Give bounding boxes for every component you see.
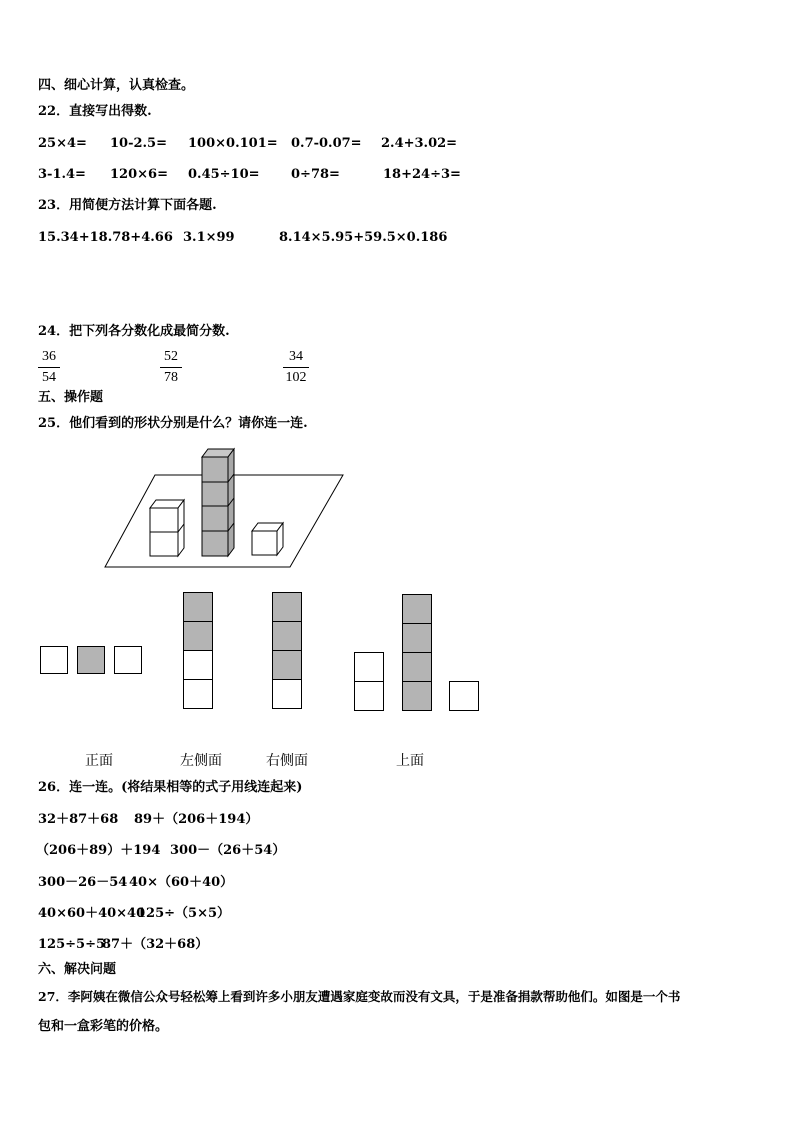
view-square xyxy=(402,623,432,653)
view-square xyxy=(183,621,213,651)
fraction-denominator: 78 xyxy=(164,370,178,385)
view-square xyxy=(402,681,432,711)
q26-right-expr: 89＋（206＋194） xyxy=(134,812,259,827)
view-square xyxy=(272,621,302,651)
q26-left-expr: 40×60＋40×40 xyxy=(38,906,146,921)
view-square xyxy=(114,646,142,674)
view-label-left: 左侧面 xyxy=(180,753,222,769)
q26-right-expr: 40×（60＋40） xyxy=(129,875,234,890)
view-square xyxy=(402,652,432,682)
fraction-numerator: 36 xyxy=(42,349,56,364)
view-label-top: 上面 xyxy=(396,753,424,769)
q22-expr: 0÷78= xyxy=(291,167,340,182)
q26-left-expr: （206＋89）＋194 xyxy=(36,843,161,858)
q22-expr: 0.7-0.07= xyxy=(291,136,362,151)
q26-right-expr: 87＋（32＋68） xyxy=(102,937,209,952)
fraction xyxy=(38,348,60,387)
view-square xyxy=(183,650,213,680)
fraction-denominator: 54 xyxy=(42,370,56,385)
view-label-front: 正面 xyxy=(85,753,113,769)
q25-title: 25．他们看到的形状分别是什么？请你连一连. xyxy=(38,416,308,431)
view-square xyxy=(354,681,384,711)
view-square xyxy=(183,592,213,622)
q26-left-expr: 32＋87＋68 xyxy=(38,812,119,827)
view-square xyxy=(40,646,68,674)
q22-expr: 3-1.4= xyxy=(38,167,86,182)
q22-expr: 120×6= xyxy=(110,167,168,182)
q26-title: 26．连一连。(将结果相等的式子用线连起来) xyxy=(38,780,303,795)
view-square xyxy=(354,652,384,682)
view-square xyxy=(402,594,432,624)
section-6-title: 六、解决问题 xyxy=(38,962,117,977)
view-square xyxy=(272,650,302,680)
q26-right-expr: 300－（26＋54） xyxy=(170,843,286,858)
q26-left-expr: 125÷5÷5 xyxy=(38,937,106,952)
q26-left-expr: 300－26－54 xyxy=(38,875,128,890)
q23-expr: 15.34+18.78+4.66 xyxy=(38,230,173,245)
view-square xyxy=(272,592,302,622)
q23-expr: 3.1×99 xyxy=(183,230,235,245)
q22-expr: 0.45÷10= xyxy=(188,167,260,182)
section-5-title: 五、操作题 xyxy=(38,390,104,405)
q24-title: 24．把下列各分数化成最简分数. xyxy=(38,324,230,339)
view-square xyxy=(77,646,105,674)
q22-expr: 10-2.5= xyxy=(110,136,167,151)
view-square xyxy=(449,681,479,711)
q27-text-line2: 包和一盒彩笔的价格。 xyxy=(38,1019,169,1034)
fraction-numerator: 34 xyxy=(289,349,303,364)
view-label-right: 右侧面 xyxy=(266,753,308,769)
q22-expr: 25×4= xyxy=(38,136,87,151)
q27-text-line1: 27．李阿姨在微信公众号轻松筹上看到许多小朋友遭遇家庭变故而没有文具，于是准备捐款帮助他们。如图是一个书 xyxy=(38,989,681,1004)
q26-right-expr: 125÷（5×5） xyxy=(137,906,231,921)
section-4-title: 四、细心计算，认真检查。 xyxy=(38,78,195,93)
fraction-denominator: 102 xyxy=(285,370,307,385)
q23-expr: 8.14×5.95+59.5×0.186 xyxy=(279,230,448,245)
q23-title: 23．用简便方法计算下面各题. xyxy=(38,198,217,213)
view-square xyxy=(183,679,213,709)
cube-scene-figure xyxy=(100,445,350,575)
q22-title: 22．直接写出得数. xyxy=(38,104,152,119)
fraction xyxy=(160,348,182,387)
fraction-numerator: 52 xyxy=(164,349,178,364)
q22-expr: 2.4+3.02= xyxy=(381,136,458,151)
q22-expr: 100×0.101= xyxy=(188,136,278,151)
view-square xyxy=(272,679,302,709)
q22-expr: 18+24÷3= xyxy=(383,167,461,182)
fraction xyxy=(283,348,309,387)
